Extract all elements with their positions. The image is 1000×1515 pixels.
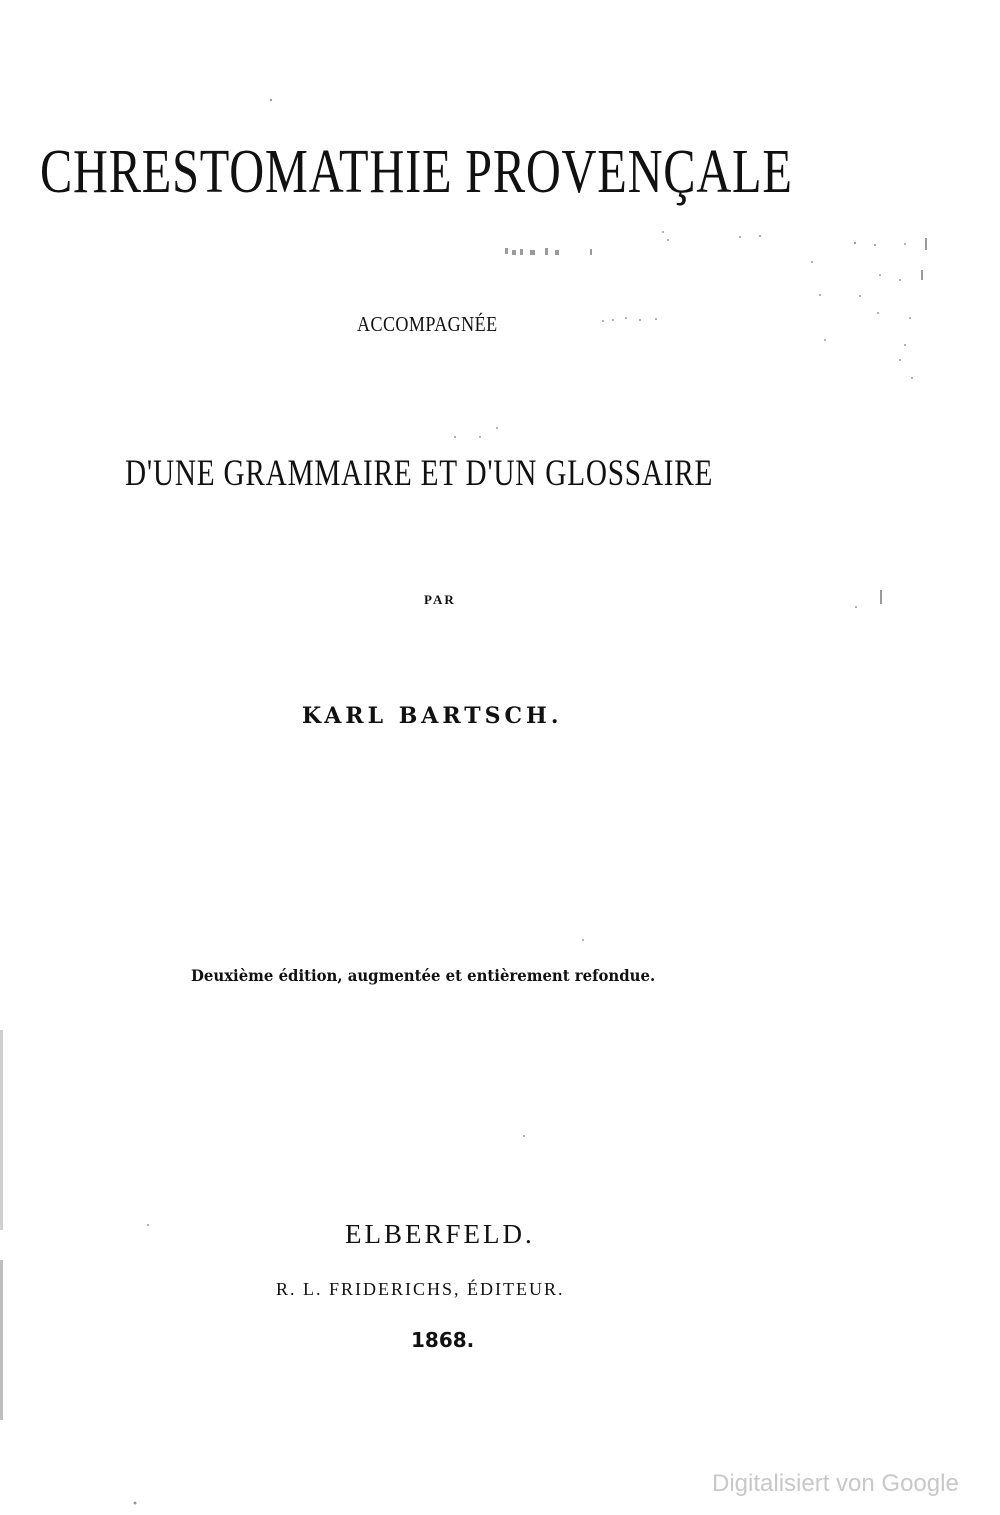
par-text: PAR bbox=[424, 592, 456, 607]
accompagnee-text: ACCOMPAGNÉE bbox=[357, 312, 498, 336]
edition-note: Deuxième édition, augmentée et entièrement refondue. bbox=[191, 966, 656, 985]
book-subtitle: D'UNE GRAMMAIRE ET D'UN GLOSSAIRE bbox=[125, 453, 714, 494]
publication-city: ELBERFELD. bbox=[345, 1219, 535, 1249]
author-name: KARL BARTSCH. bbox=[302, 703, 563, 729]
digitization-watermark: Digitalisiert von Google bbox=[712, 1470, 959, 1497]
publisher-name: R. L. FRIDERICHS, ÉDITEUR. bbox=[276, 1279, 565, 1299]
publication-year: 1868. bbox=[411, 1328, 475, 1352]
book-title: CHRESTOMATHIE PROVENÇALE bbox=[40, 138, 793, 206]
